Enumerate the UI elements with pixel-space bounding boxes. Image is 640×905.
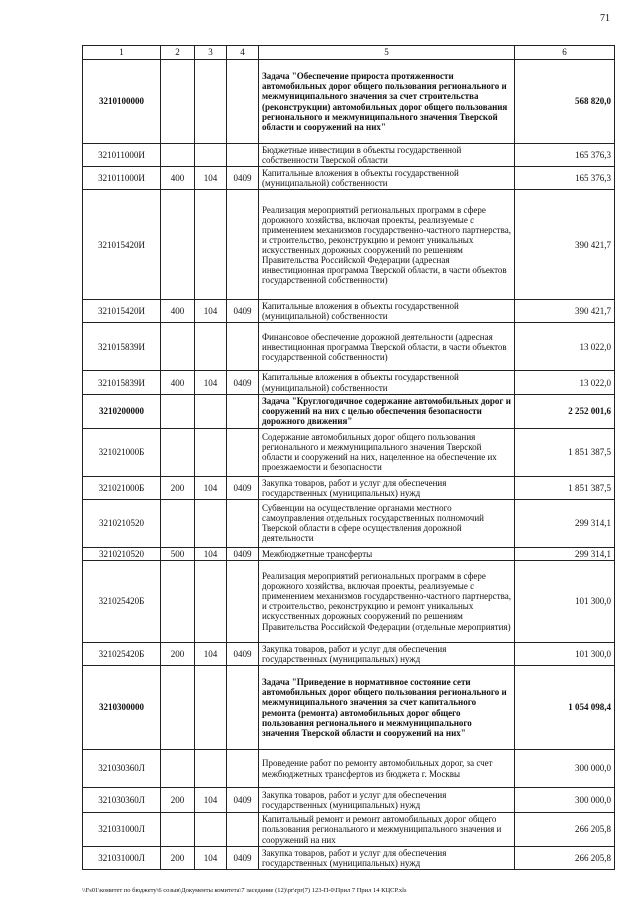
description-cell: Субвенции на осуществление органами местного самоуправления отдельных государственных полномочий Тверской области в сфере осуществления дорожной деятельности [259,499,515,547]
amount-cell: 1 054 098,4 [515,666,615,750]
table-row [83,547,615,560]
section-code-cell: 0409 [227,371,259,394]
section-code-cell [227,428,259,476]
budget-code-cell: 3210200000 [83,394,161,428]
column-header-6: 6 [515,46,615,60]
budget-table [82,45,615,870]
amount-cell: 299 314,1 [515,547,615,560]
section-code-cell: 0409 [227,167,259,190]
amount-cell: 299 314,1 [515,499,615,547]
table-body [83,60,615,870]
amount-cell: 13 022,0 [515,371,615,394]
amount-cell: 300 000,0 [515,788,615,813]
budget-code-cell: 321021000Б [83,476,161,499]
table-row [83,560,615,642]
column-header-4: 4 [227,46,259,60]
budget-code-cell: 321015839И [83,371,161,394]
description-cell: Реализация мероприятий региональных программ в сфере дорожного хозяйства, включая проекты, реализуемые с применением механизмов государственно-частного партнерства, и строительство, реконструкцию и ремонт уникальных искусственных дорожных сооружений по решениям Правительства Российской Федерации (отдельные мероприятия) [259,560,515,642]
budget-code-cell: 3210210520 [83,499,161,547]
expense-type-cell [161,190,195,300]
admin-code-cell: 104 [195,167,227,190]
table-row [83,847,615,870]
file-path-footer: \\Fs01\комитет по бюджету\6 созыв\Документы комитета\7 заседание (12)\pr\rpr(7) 123-П-0\Прил 7 Прил 14 КЦСР.xls [82,887,407,894]
admin-code-cell [195,560,227,642]
amount-cell: 101 300,0 [515,560,615,642]
section-code-cell: 0409 [227,476,259,499]
admin-code-cell: 104 [195,547,227,560]
amount-cell: 2 252 001,6 [515,394,615,428]
expense-type-cell [161,60,195,144]
admin-code-cell: 104 [195,788,227,813]
amount-cell: 266 205,8 [515,847,615,870]
section-code-cell [227,190,259,300]
table-row [83,144,615,167]
description-cell: Реализация мероприятий региональных программ в сфере дорожного хозяйства, включая проекты, реализуемые с применением механизмов государственно-частного партнерства, и строительство, реконструкцию и ремонт уникальных искусственных дорожных сооружений по решениям Правительства Российской Федерации (адресная инвестиционная программа Тверской области, в части объектов государственной собственности) [259,190,515,300]
amount-cell: 266 205,8 [515,813,615,847]
expense-type-cell [161,394,195,428]
section-code-cell [227,813,259,847]
expense-type-cell [161,813,195,847]
expense-type-cell: 400 [161,300,195,323]
budget-code-cell: 321031000Л [83,847,161,870]
budget-code-cell: 321025420Б [83,560,161,642]
description-cell: Содержание автомобильных дорог общего пользования регионального и межмуниципального значения Тверской области и сооружений на них, нацеленное на обеспечение их проезжаемости и безопасности [259,428,515,476]
section-code-cell: 0409 [227,847,259,870]
section-code-cell [227,60,259,144]
table-row [83,642,615,665]
budget-code-cell: 321030360Л [83,750,161,788]
admin-code-cell [195,428,227,476]
expense-type-cell [161,428,195,476]
budget-code-cell: 3210210520 [83,547,161,560]
admin-code-cell [195,813,227,847]
budget-code-cell: 321030360Л [83,788,161,813]
expense-type-cell: 500 [161,547,195,560]
amount-cell: 568 820,0 [515,60,615,144]
column-header-2: 2 [161,46,195,60]
section-code-cell [227,666,259,750]
page-number: 71 [600,13,610,24]
description-cell: Задача "Круглогодичное содержание автомобильных дорог и сооружений на них с целью обеспечения безопасности дорожного движения" [259,394,515,428]
budget-code-cell: 321011000И [83,167,161,190]
section-code-cell [227,323,259,371]
admin-code-cell: 104 [195,371,227,394]
budget-code-cell: 321025420Б [83,642,161,665]
budget-code-cell: 321021000Б [83,428,161,476]
table-row [83,750,615,788]
admin-code-cell [195,190,227,300]
section-code-cell [227,750,259,788]
amount-cell: 13 022,0 [515,323,615,371]
budget-code-cell: 321015420И [83,190,161,300]
table-row [83,476,615,499]
admin-code-cell [195,666,227,750]
description-cell: Закупка товаров, работ и услуг для обеспечения государственных (муниципальных) нужд [259,847,515,870]
amount-cell: 390 421,7 [515,300,615,323]
budget-code-cell: 3210100000 [83,60,161,144]
description-cell: Закупка товаров, работ и услуг для обеспечения государственных (муниципальных) нужд [259,476,515,499]
column-header-3: 3 [195,46,227,60]
description-cell: Капитальные вложения в объекты государственной (муниципальной) собственности [259,167,515,190]
budget-code-cell: 321015420И [83,300,161,323]
expense-type-cell [161,144,195,167]
admin-code-cell: 104 [195,476,227,499]
column-number-row [83,46,615,60]
table-row [83,300,615,323]
amount-cell: 300 000,0 [515,750,615,788]
table-row [83,428,615,476]
expense-type-cell: 400 [161,371,195,394]
section-code-cell [227,499,259,547]
table-row [83,499,615,547]
section-code-cell: 0409 [227,300,259,323]
description-cell: Бюджетные инвестиции в объекты государственной собственности Тверской области [259,144,515,167]
table-row [83,813,615,847]
expense-type-cell [161,750,195,788]
description-cell: Закупка товаров, работ и услуг для обеспечения государственных (муниципальных) нужд [259,788,515,813]
table-row [83,190,615,300]
expense-type-cell [161,323,195,371]
expense-type-cell [161,666,195,750]
table-row [83,666,615,750]
admin-code-cell [195,60,227,144]
table-row [83,323,615,371]
section-code-cell [227,144,259,167]
section-code-cell: 0409 [227,788,259,813]
description-cell: Задача "Приведение в нормативное состояние сети автомобильных дорог общего пользования регионального и межмуниципального значения за счет капитального ремонта (ремонта) автомобильных дорог общего пользования регионального и межмуниципального значения Тверской области и сооружений на них" [259,666,515,750]
section-code-cell [227,560,259,642]
budget-code-cell: 3210300000 [83,666,161,750]
admin-code-cell [195,144,227,167]
description-cell: Капитальные вложения в объекты государственной (муниципальной) собственности [259,371,515,394]
budget-code-cell: 321011000И [83,144,161,167]
amount-cell: 165 376,3 [515,167,615,190]
amount-cell: 1 851 387,5 [515,476,615,499]
description-cell: Задача "Обеспечение прироста протяженности автомобильных дорог общего пользования регионального и межмуниципального значения за счет строительства (реконструкции) автомобильных дорог общего пользования регионального и межмуниципального значения Тверской области и сооружений на них" [259,60,515,144]
table-row [83,60,615,144]
description-cell: Проведение работ по ремонту автомобильных дорог, за счет межбюджетных трансфертов из бюджета г. Москвы [259,750,515,788]
table-row [83,394,615,428]
admin-code-cell: 104 [195,847,227,870]
expense-type-cell: 200 [161,476,195,499]
expense-type-cell: 200 [161,847,195,870]
admin-code-cell [195,499,227,547]
expense-type-cell: 200 [161,788,195,813]
admin-code-cell [195,750,227,788]
budget-code-cell: 321031000Л [83,813,161,847]
section-code-cell: 0409 [227,642,259,665]
section-code-cell: 0409 [227,547,259,560]
column-header-5: 5 [259,46,515,60]
admin-code-cell: 104 [195,642,227,665]
description-cell: Финансовое обеспечение дорожной деятельности (адресная инвестиционная программа Тверской области, в части объектов государственной собственности) [259,323,515,371]
amount-cell: 1 851 387,5 [515,428,615,476]
description-cell: Капитальный ремонт и ремонт автомобильных дорог общего пользования регионального и межмуниципального значения и сооружений на них [259,813,515,847]
expense-type-cell [161,560,195,642]
table-row [83,371,615,394]
column-header-1: 1 [83,46,161,60]
description-cell: Закупка товаров, работ и услуг для обеспечения государственных (муниципальных) нужд [259,642,515,665]
admin-code-cell [195,394,227,428]
expense-type-cell [161,499,195,547]
expense-type-cell: 400 [161,167,195,190]
description-cell: Капитальные вложения в объекты государственной (муниципальной) собственности [259,300,515,323]
admin-code-cell: 104 [195,300,227,323]
table-row [83,167,615,190]
description-cell: Межбюджетные трансферты [259,547,515,560]
expense-type-cell: 200 [161,642,195,665]
amount-cell: 390 421,7 [515,190,615,300]
amount-cell: 165 376,3 [515,144,615,167]
table-row [83,788,615,813]
amount-cell: 101 300,0 [515,642,615,665]
budget-code-cell: 321015839И [83,323,161,371]
section-code-cell [227,394,259,428]
admin-code-cell [195,323,227,371]
